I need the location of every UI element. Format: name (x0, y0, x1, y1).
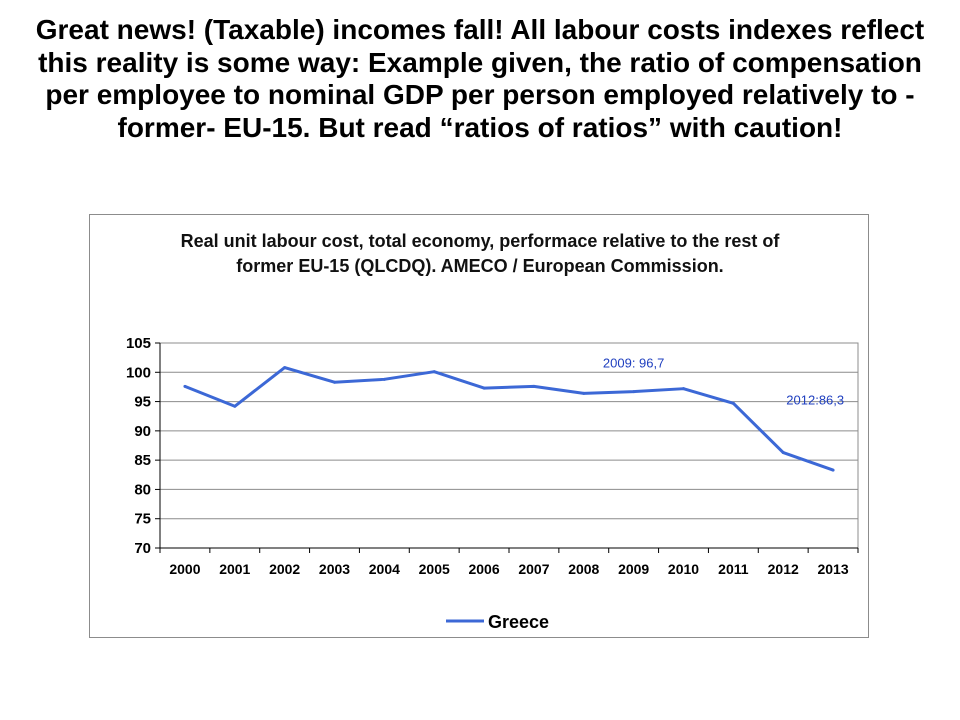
y-tick-label: 90 (134, 422, 151, 440)
slide-title: Great news! (Taxable) incomes fall! All labour costs indexes reflect this reality is some way: Example given, the ratio of compensation per employee to nominal GDP per person employed relatively to -former- EU-15. But read “ratios of ratios” with caution! (35, 14, 925, 143)
x-tick-label: 2009 (618, 561, 650, 577)
x-tick-label: 2010 (667, 561, 700, 577)
data-point (582, 392, 585, 395)
data-label: 2012:86,3 (786, 392, 845, 408)
x-tick-label: 2006 (468, 561, 500, 577)
y-tick-label: 80 (134, 481, 151, 499)
y-tick-label: 85 (134, 452, 151, 470)
series-line-greece (185, 368, 833, 471)
data-point (333, 381, 336, 384)
data-point (283, 366, 286, 369)
x-tick-label: 2007 (518, 561, 550, 577)
y-tick-label: 75 (134, 510, 151, 528)
data-point (383, 378, 386, 381)
line-chart (90, 215, 868, 637)
y-tick-label: 105 (125, 335, 151, 352)
data-point (233, 405, 236, 408)
data-point (732, 402, 735, 405)
data-point (433, 370, 436, 373)
x-tick-label: 2008 (568, 561, 600, 577)
x-tick-label: 2011 (718, 561, 749, 577)
chart-area (89, 214, 869, 638)
x-tick-label: 2004 (368, 561, 400, 577)
x-tick-label: 2002 (269, 561, 301, 577)
data-point (682, 387, 685, 390)
data-point (483, 387, 486, 390)
y-tick-label: 70 (134, 540, 151, 557)
x-tick-label: 2001 (219, 561, 251, 577)
x-tick-label: 2000 (169, 561, 201, 577)
data-point (782, 451, 785, 454)
data-point (632, 390, 635, 393)
data-point (183, 385, 186, 388)
x-tick-label: 2013 (817, 561, 849, 577)
legend-label: Greece (488, 612, 550, 632)
data-point (832, 469, 835, 472)
x-tick-label: 2005 (418, 561, 450, 577)
data-label: 2009: 96,7 (602, 355, 665, 371)
y-tick-label: 95 (134, 393, 151, 411)
x-tick-label: 2012 (767, 561, 799, 577)
chart-title: Real unit labour cost, total economy, performace relative to the rest of former EU-15 (QLCDQ). AMECO / European Commission. (180, 231, 780, 276)
plot-area-border (160, 343, 858, 548)
data-point (532, 385, 535, 388)
x-tick-label: 2003 (318, 561, 351, 577)
y-tick-label: 100 (125, 364, 151, 382)
